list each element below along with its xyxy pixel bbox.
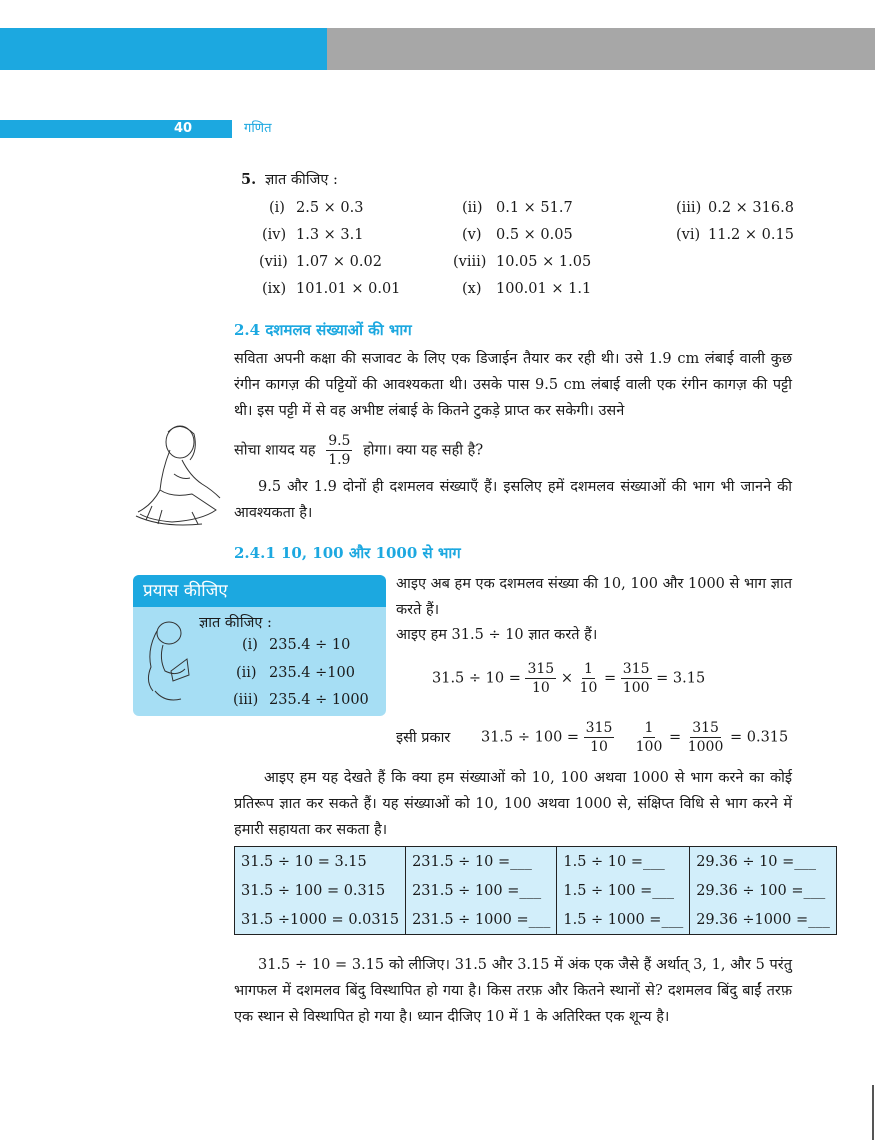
exercise-title: ज्ञात कीजिए : <box>265 172 338 188</box>
top-banner-blue <box>0 28 327 70</box>
section-heading-2-4-1: 2.4.1 10, 100 और 1000 से भाग <box>234 544 461 562</box>
section-2-4-paragraph-2: 9.5 और 1.9 दोनों ही दशमलव संख्याएँ हैं। इसलिए हमें दशमलव संख्याओं की भाग भी जानने की आवश्यकता है। <box>234 479 792 521</box>
item-expr: 0.5 × 0.05 <box>496 227 573 243</box>
table-row <box>235 905 837 935</box>
item-label: (vi) <box>676 227 701 243</box>
fraction <box>686 719 726 756</box>
equation-rhs: = 0.315 <box>729 729 789 746</box>
item-label: (iv) <box>262 227 287 243</box>
try-it-item-label: (ii) <box>236 665 257 681</box>
table-cell: 31.5 ÷ 100 = 0.315 <box>235 876 406 905</box>
item-label: (viii) <box>453 254 487 270</box>
fraction <box>525 660 556 697</box>
item-expr: 1.3 × 3.1 <box>296 227 364 243</box>
item-label: (i) <box>269 200 285 216</box>
child-reading-illustration <box>141 619 193 711</box>
item-label: (iii) <box>676 200 702 216</box>
equation-1 <box>432 660 705 697</box>
try-it-item-expr: 235.4 ÷ 10 <box>269 637 351 653</box>
item-label: (vii) <box>259 254 288 270</box>
item-label: (ii) <box>462 200 483 216</box>
table-cell: 231.5 ÷ 100 =___ <box>406 876 557 905</box>
exercise-number: 5. <box>241 171 257 188</box>
item-expr: 0.1 × 51.7 <box>496 200 573 216</box>
table-cell: 231.5 ÷ 10 =___ <box>406 847 557 877</box>
try-it-prompt: ज्ञात कीजिए : <box>199 615 272 631</box>
table-cell: 29.36 ÷ 100 =___ <box>690 876 837 905</box>
division-table <box>234 846 837 935</box>
numerator: 315 <box>622 661 650 677</box>
fraction <box>621 660 652 697</box>
denominator: 100 <box>622 680 650 696</box>
denominator: 10 <box>590 739 608 755</box>
denominator: 1000 <box>687 739 724 755</box>
table-cell: 1.5 ÷ 10 =___ <box>557 847 690 877</box>
fraction <box>578 660 600 697</box>
table-cell: 231.5 ÷ 1000 =___ <box>406 905 557 935</box>
equals: = <box>604 670 617 687</box>
item-label: (x) <box>462 281 482 297</box>
equation-rhs: = 3.15 <box>656 670 706 687</box>
numerator: 1 <box>584 661 593 677</box>
table-cell: 1.5 ÷ 100 =___ <box>557 876 690 905</box>
page-number: 40 <box>174 121 193 136</box>
table-cell: 29.36 ÷1000 =___ <box>690 905 837 935</box>
fraction-9-5-over-1-9 <box>326 432 352 469</box>
operator: × <box>560 670 573 687</box>
fraction <box>634 719 665 756</box>
numerator: 315 <box>692 720 719 736</box>
table-row <box>235 876 837 905</box>
try-it-item-expr: 235.4 ÷100 <box>269 665 355 681</box>
table-cell: 29.36 ÷ 10 =___ <box>690 847 837 877</box>
girl-thinking-illustration <box>132 420 232 530</box>
fraction <box>584 719 615 756</box>
item-expr: 100.01 × 1.1 <box>496 281 592 297</box>
section-2-4-1-intro: आइए अब हम एक दशमलव संख्या की 10, 100 और 1000 से भाग ज्ञात करते हैं। <box>396 576 792 618</box>
item-label: (ix) <box>262 281 287 297</box>
pattern-paragraph: आइए हम यह देखते हैं कि क्या हम संख्याओं को 10, 100 अथवा 1000 से भाग करने का कोई प्रतिरूप ज्ञात कर सकते हैं। यह संख्याओं को 10, 100 अथवा 1000 से, संक्षिप्त विधि से भाग करने में हमारी सहायता कर सकता है। <box>234 770 792 838</box>
try-it-box <box>133 575 386 716</box>
item-expr: 2.5 × 0.3 <box>296 200 364 216</box>
fraction-denominator: 1.9 <box>328 452 351 468</box>
try-it-item-expr: 235.4 ÷ 1000 <box>269 692 369 708</box>
thought-post: होगा। क्या यह सही है? <box>363 442 484 459</box>
denominator: 100 <box>635 739 663 755</box>
thought-line <box>234 432 483 469</box>
item-expr: 101.01 × 0.01 <box>296 281 401 297</box>
numerator: 315 <box>527 661 555 677</box>
try-it-item-label: (i) <box>242 637 258 653</box>
equals: = <box>668 729 682 746</box>
numerator: 1 <box>644 720 654 736</box>
item-expr: 10.05 × 1.05 <box>496 254 592 270</box>
equation-lhs: 31.5 ÷ 100 = <box>480 729 580 746</box>
try-it-title: प्रयास कीजिए <box>133 575 386 607</box>
item-label: (v) <box>462 227 482 243</box>
section-2-4-1-intro-2: आइए हम 31.5 ÷ 10 ज्ञात करते हैं। <box>396 627 598 643</box>
fraction-numerator: 9.5 <box>328 433 351 449</box>
table-cell: 31.5 ÷1000 = 0.0315 <box>235 905 406 935</box>
subject-title: गणित <box>244 121 272 136</box>
page-edge-mark <box>872 1085 874 1140</box>
decimal-shift-paragraph: 31.5 ÷ 10 = 3.15 को लीजिए। 31.5 और 3.15 में अंक एक जैसे हैं अर्थात् 3, 1, और 5 परंतु भागफल में दशमलव बिंदु विस्थापित हो गया है। किस तरफ़ और कितने स्थानों से? दशमलव बिंदु बाईं तरफ़ एक स्थान से विस्थापित हो गया है। ध्यान दीजिए 10 में 1 के अतिरिक्त एक शून्य है। <box>234 957 792 1025</box>
equation-2 <box>396 719 788 756</box>
denominator: 10 <box>531 680 550 696</box>
section-heading-2-4: 2.4 दशमलव संख्याओं की भाग <box>234 321 412 339</box>
equation-prefix: इसी प्रकार <box>396 729 451 746</box>
table-cell: 31.5 ÷ 10 = 3.15 <box>235 847 406 877</box>
section-2-4-paragraph: सविता अपनी कक्षा की सजावट के लिए एक डिजाईन तैयार कर रही थी। उसे 1.9 cm लंबाई वाली कुछ रंगीन कागज़ की पट्टियों की आवश्यकता थी। उसके पास 9.5 cm लंबाई वाली एक रंगीन कागज़ की पट्टी थी। इस पट्टी में से वह अभीष्ट लंबाई के कितने टुकड़े प्राप्त कर सकेगी। उसने <box>234 351 792 419</box>
equation-lhs: 31.5 ÷ 10 = <box>432 670 521 687</box>
try-it-item-label: (iii) <box>233 692 259 708</box>
top-banner-grey <box>327 28 875 70</box>
numerator: 315 <box>585 720 613 736</box>
item-expr: 11.2 × 0.15 <box>708 227 794 243</box>
table-row <box>235 847 837 877</box>
denominator: 10 <box>579 680 598 696</box>
item-expr: 0.2 × 316.8 <box>708 200 794 216</box>
item-expr: 1.07 × 0.02 <box>296 254 382 270</box>
thought-pre: सोचा शायद यह <box>234 442 316 459</box>
table-cell: 1.5 ÷ 1000 =___ <box>557 905 690 935</box>
